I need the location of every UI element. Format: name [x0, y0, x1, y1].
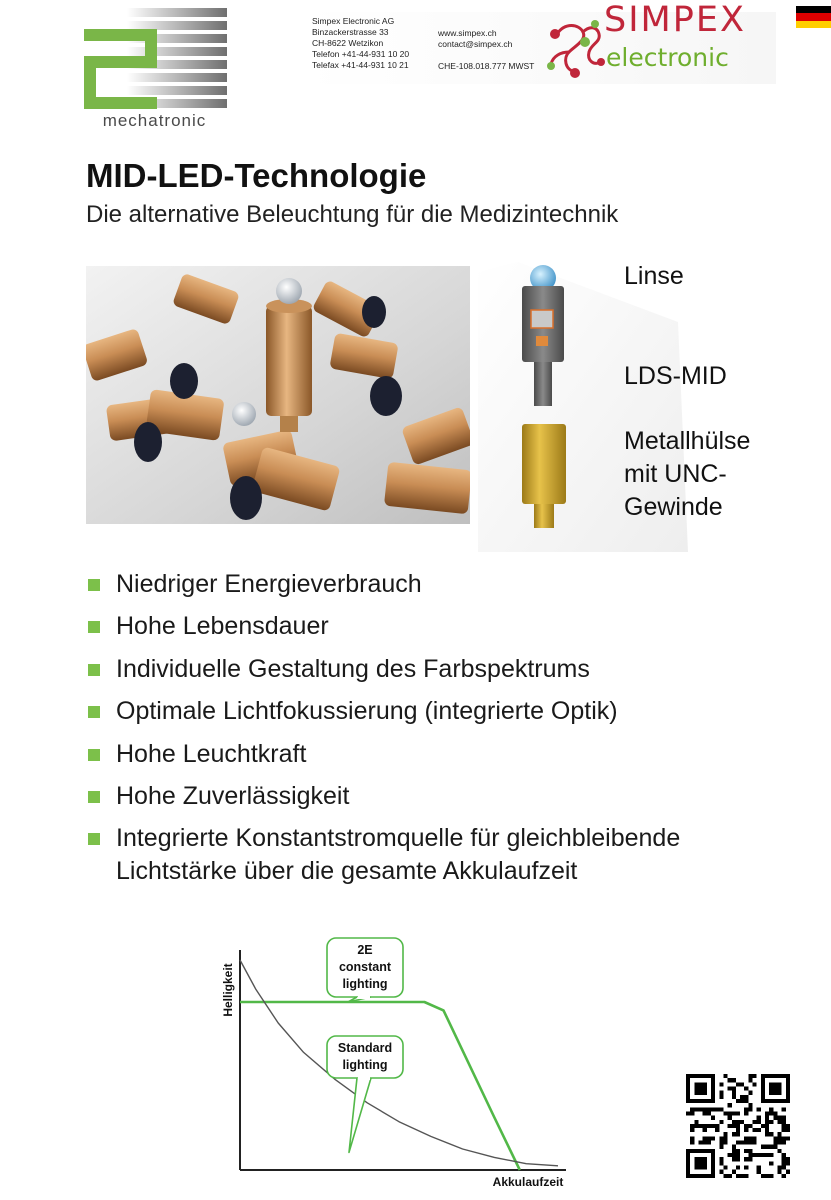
qr-module [748, 1149, 752, 1153]
qr-module [744, 1111, 748, 1115]
street: Binzackerstrasse 33 [312, 27, 389, 37]
qr-module [744, 1099, 748, 1103]
qr-module [728, 1153, 732, 1157]
mid-led-product-photo [86, 266, 470, 524]
qr-module [723, 1141, 727, 1145]
qr-module [778, 1149, 782, 1153]
qr-module [736, 1174, 740, 1178]
qr-module [728, 1078, 732, 1082]
feature-text-line: Integrierte Konstantstromquelle für gleichbleibende [116, 824, 681, 853]
qr-module [769, 1120, 773, 1124]
qr-module [723, 1166, 727, 1170]
qr-module [707, 1141, 711, 1145]
chart-plot-area [221, 938, 566, 1189]
qr-module [753, 1082, 757, 1086]
qr-module [744, 1086, 748, 1090]
qr-module [719, 1145, 723, 1149]
callout-2e-constant-text: constant [338, 960, 392, 974]
qr-module [732, 1086, 736, 1090]
qr-module [740, 1120, 744, 1124]
qr-module [719, 1091, 723, 1095]
qr-module [757, 1120, 761, 1124]
qr-module [732, 1111, 736, 1115]
qr-module [690, 1141, 694, 1145]
qr-module [698, 1141, 702, 1145]
qr-module [753, 1153, 757, 1157]
email-link[interactable]: contact@simpex.ch [438, 39, 513, 49]
qr-module [719, 1157, 723, 1161]
feature-text: Hohe Lebensdauer [116, 612, 329, 641]
qr-module [748, 1124, 752, 1128]
qr-module [707, 1136, 711, 1140]
qr-module [765, 1116, 769, 1120]
qr-module [782, 1174, 786, 1178]
qr-module [782, 1166, 786, 1170]
qr-module [765, 1124, 769, 1128]
qr-module [723, 1111, 727, 1115]
qr-module [686, 1111, 690, 1115]
qr-module [769, 1174, 773, 1178]
qr-module [748, 1103, 752, 1107]
qr-module [757, 1166, 761, 1170]
qr-module [703, 1128, 707, 1132]
qr-module [690, 1124, 694, 1128]
x-axis-label: Akkulaufzeit [492, 1175, 564, 1189]
qr-module [765, 1153, 769, 1157]
qr-module [782, 1120, 786, 1124]
feature-text: Optimale Lichtfokussierung (integrierte Optik) [116, 697, 618, 726]
feature-text-line: Lichtstärke über die gesamte Akkulaufzeit [116, 857, 578, 886]
qr-module [736, 1128, 740, 1132]
qr-module [773, 1111, 777, 1115]
qr-module [782, 1136, 786, 1140]
qr-module [711, 1124, 715, 1128]
label-metallhuelse [624, 425, 804, 524]
qr-module [728, 1174, 732, 1178]
qr-module [782, 1141, 786, 1145]
qr-module [719, 1161, 723, 1165]
qr-module [765, 1145, 769, 1149]
qr-module [778, 1120, 782, 1124]
qr-module [782, 1116, 786, 1120]
qr-module [707, 1111, 711, 1115]
qr-module [748, 1074, 752, 1078]
qr-module [698, 1124, 702, 1128]
contact-block [306, 0, 776, 84]
qr-module [740, 1099, 744, 1103]
qr-module [744, 1107, 748, 1111]
bullet-square-icon [88, 749, 100, 761]
qr-module [715, 1128, 719, 1132]
qr-module [765, 1174, 769, 1178]
qr-module [748, 1157, 752, 1161]
simpex-subtitle: electronic [606, 43, 729, 72]
qr-module [748, 1153, 752, 1157]
qr-module [748, 1078, 752, 1082]
qr-module [740, 1141, 744, 1145]
qr-module [719, 1107, 723, 1111]
qr-module [719, 1082, 723, 1086]
qr-module [690, 1111, 694, 1115]
qr-module [778, 1166, 782, 1170]
qr-module [736, 1153, 740, 1157]
vat-number: CHE-108.018.777 MWST [438, 61, 535, 71]
qr-module [736, 1149, 740, 1153]
label-linse: Linse [624, 262, 684, 290]
bullet-square-icon [88, 706, 100, 718]
qr-module [769, 1145, 773, 1149]
qr-module [782, 1128, 786, 1132]
qr-module [782, 1157, 786, 1161]
qr-module [782, 1107, 786, 1111]
qr-module [728, 1124, 732, 1128]
qr-module [736, 1099, 740, 1103]
qr-module [732, 1095, 736, 1099]
qr-module [761, 1153, 765, 1157]
qr-finder [694, 1082, 706, 1094]
feature-text: Niedriger Energieverbrauch [116, 570, 422, 598]
qr-module [723, 1174, 727, 1178]
qr-module [753, 1120, 757, 1124]
qr-module [690, 1136, 694, 1140]
qr-module [732, 1124, 736, 1128]
qr-module [723, 1132, 727, 1136]
qr-module [740, 1082, 744, 1086]
qr-module [786, 1170, 790, 1174]
qr-module [744, 1149, 748, 1153]
qr-module [761, 1145, 765, 1149]
qr-module [778, 1136, 782, 1140]
qr-module [728, 1116, 732, 1120]
list-item [88, 568, 808, 601]
qr-module [732, 1078, 736, 1082]
qr-module [786, 1157, 790, 1161]
qr-module [744, 1157, 748, 1161]
qr-module [778, 1141, 782, 1145]
simpex-wordmark: SIMPEX [604, 0, 746, 40]
bullet-square-icon [88, 621, 100, 633]
qr-module [723, 1074, 727, 1078]
qr-module [769, 1132, 773, 1136]
qr-module [723, 1136, 727, 1140]
qr-module [753, 1136, 757, 1140]
qr-module [769, 1161, 773, 1165]
label-line: mit UNC- [624, 460, 727, 488]
bullet-square-icon [88, 664, 100, 676]
qr-module [736, 1111, 740, 1115]
qr-module [719, 1136, 723, 1140]
qr-module [748, 1141, 752, 1145]
address-column [312, 16, 437, 71]
y-axis-label: Helligkeit [221, 963, 235, 1017]
bullet-square-icon [88, 791, 100, 803]
bullet-square-icon [88, 833, 100, 845]
qr-module [740, 1095, 744, 1099]
qr-module [769, 1107, 773, 1111]
qr-module [786, 1128, 790, 1132]
qr-module [778, 1132, 782, 1136]
qr-module [711, 1116, 715, 1120]
qr-module [707, 1107, 711, 1111]
page-subtitle: Die alternative Beleuchtung für die Medizintechnik [86, 201, 619, 228]
qr-module [694, 1124, 698, 1128]
list-item [88, 738, 808, 771]
list-item [88, 822, 808, 888]
qr-module [719, 1170, 723, 1174]
qr-module [711, 1136, 715, 1140]
web-column [438, 28, 548, 72]
qr-module [757, 1153, 761, 1157]
qr-module [769, 1111, 773, 1115]
qr-module [732, 1091, 736, 1095]
logo-caption: mechatronic [102, 111, 207, 130]
qr-module [715, 1107, 719, 1111]
qr-module [728, 1103, 732, 1107]
qr-finder [694, 1157, 706, 1169]
qr-module [719, 1095, 723, 1099]
qr-module [765, 1120, 769, 1124]
qr-module [736, 1132, 740, 1136]
company-name: Simpex Electronic AG [312, 16, 395, 26]
qr-module [736, 1124, 740, 1128]
qr-module [744, 1141, 748, 1145]
qr-module [744, 1124, 748, 1128]
callout-standard-text: Standard [337, 1041, 393, 1055]
qr-module [715, 1124, 719, 1128]
qr-module [782, 1153, 786, 1157]
qr-module [748, 1107, 752, 1111]
qr-module [728, 1111, 732, 1115]
qr-module [782, 1161, 786, 1165]
qr-module [732, 1157, 736, 1161]
qr-module [690, 1128, 694, 1132]
qr-module [786, 1124, 790, 1128]
qr-module [773, 1145, 777, 1149]
callout-standard-pointer [349, 1078, 371, 1152]
qr-module [757, 1128, 761, 1132]
qr-module [769, 1153, 773, 1157]
qr-module [744, 1128, 748, 1132]
list-item [88, 653, 808, 686]
qr-module [736, 1166, 740, 1170]
qr-module [690, 1107, 694, 1111]
german-flag-icon[interactable] [796, 6, 831, 28]
qr-module [732, 1170, 736, 1174]
qr-module [744, 1136, 748, 1140]
qr-module [740, 1174, 744, 1178]
callout-standard-text: lighting [342, 1058, 388, 1072]
qr-module [765, 1111, 769, 1115]
qr-module [778, 1116, 782, 1120]
qr-module [703, 1141, 707, 1145]
qr-module [757, 1107, 761, 1111]
qr-module [703, 1111, 707, 1115]
callout-2e-constant-gap [358, 995, 370, 999]
qr-module [732, 1145, 736, 1149]
city: CH-8622 Wetzikon [312, 38, 384, 48]
qr-module [773, 1116, 777, 1120]
qr-module [753, 1141, 757, 1145]
qr-module [732, 1120, 736, 1124]
qr-module [694, 1107, 698, 1111]
qr-module [748, 1136, 752, 1140]
qr-module [773, 1136, 777, 1140]
qr-module [698, 1107, 702, 1111]
qr-module [736, 1120, 740, 1124]
qr-module [773, 1141, 777, 1145]
bullet-square-icon [88, 579, 100, 591]
feature-text: Individuelle Gestaltung des Farbspektrums [116, 654, 590, 683]
brightness-vs-runtime-chart [215, 930, 580, 1192]
qr-module [757, 1170, 761, 1174]
qr-module [719, 1141, 723, 1145]
callout-standard-gap [358, 1076, 370, 1080]
qr-module [786, 1161, 790, 1165]
qr-module [732, 1149, 736, 1153]
qr-module [761, 1124, 765, 1128]
callout-2e-constant-text: lighting [342, 977, 388, 991]
qr-code[interactable] [686, 1074, 790, 1178]
qr-module [732, 1132, 736, 1136]
qr-module [694, 1120, 698, 1124]
qr-module [744, 1174, 748, 1178]
qr-module [736, 1157, 740, 1161]
list-item [88, 610, 808, 643]
qr-module [753, 1074, 757, 1078]
qr-module [786, 1136, 790, 1140]
qr-module [778, 1170, 782, 1174]
list-item [88, 780, 808, 813]
qr-module [703, 1107, 707, 1111]
qr-module [753, 1128, 757, 1132]
qr-module [736, 1141, 740, 1145]
qr-module [703, 1124, 707, 1128]
qr-module [707, 1124, 711, 1128]
website-link[interactable]: www.simpex.ch [438, 28, 497, 38]
qr-module [761, 1174, 765, 1178]
qr-module [732, 1153, 736, 1157]
qr-module [719, 1120, 723, 1124]
qr-module [736, 1082, 740, 1086]
qr-module [765, 1132, 769, 1136]
fax: Telefax +41-44-931 10 21 [312, 60, 409, 70]
feature-text: Hohe Leuchtkraft [116, 739, 307, 768]
list-item [88, 695, 808, 728]
qr-module [744, 1166, 748, 1170]
qr-module [765, 1128, 769, 1132]
feature-list [88, 568, 808, 898]
label-line: Gewinde [624, 493, 723, 521]
label-lds-mid: LDS-MID [624, 362, 727, 390]
qr-module [711, 1107, 715, 1111]
page-title: MID-LED-Technologie [86, 157, 427, 194]
qr-module [703, 1136, 707, 1140]
qr-module [782, 1124, 786, 1128]
qr-module [748, 1091, 752, 1095]
qr-finder [769, 1082, 781, 1094]
label-line: Metallhülse [624, 427, 751, 455]
feature-text: Hohe Zuverlässigkeit [116, 781, 350, 810]
phone: Telefon +41-44-931 10 20 [312, 49, 410, 59]
callout-2e-constant-text: 2E [357, 943, 373, 957]
qr-module [757, 1116, 761, 1120]
qr-module [728, 1086, 732, 1090]
qr-module [744, 1095, 748, 1099]
